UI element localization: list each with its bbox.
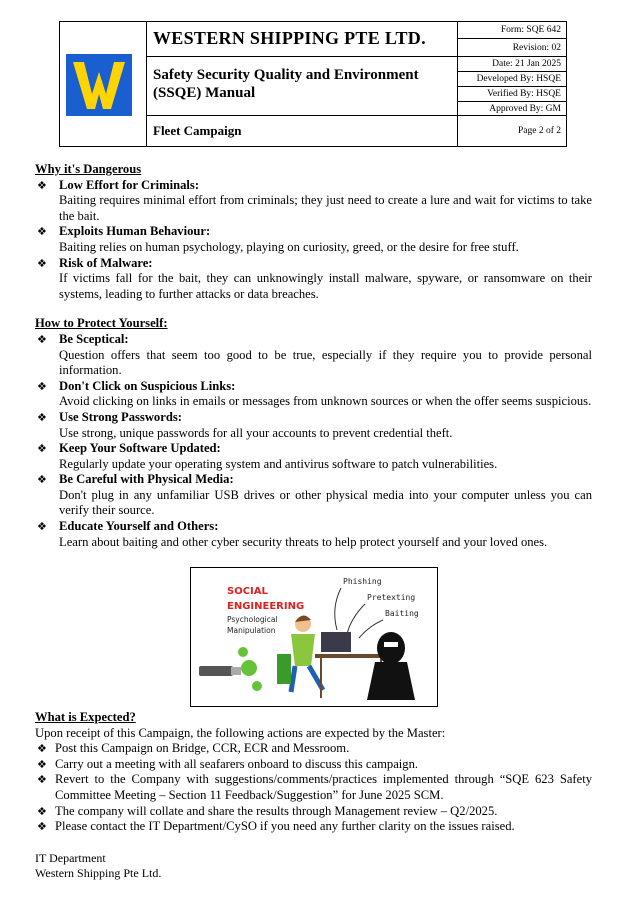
illustration-tag-pretexting: Pretexting	[367, 593, 416, 602]
illustration-line4: Manipulation	[227, 626, 276, 635]
revision: Revision: 02	[458, 39, 566, 57]
developed-by: Developed By: HSQE	[458, 72, 566, 87]
list-item	[35, 379, 592, 410]
expected-action: Carry out a meeting with all seafarers onboard to discuss this campaign.	[55, 756, 419, 771]
list-item	[35, 741, 592, 757]
diamond-bullet-icon: ❖	[37, 410, 47, 424]
item-description: Learn about baiting and other cyber security threats to help protect yourself and your loved ones.	[59, 534, 548, 549]
diamond-bullet-icon: ❖	[37, 178, 47, 192]
expected-section	[35, 710, 592, 835]
form-number: Form: SQE 642	[458, 22, 566, 39]
page-number: Page 2 of 2	[517, 126, 561, 136]
list-item	[35, 819, 592, 835]
why-dangerous-heading: Why it's Dangerous	[35, 162, 142, 176]
item-label: Be Careful with Physical Media:	[59, 472, 234, 487]
diamond-bullet-icon: ❖	[37, 520, 47, 534]
list-item	[35, 772, 592, 803]
social-engineering-illustration	[190, 567, 438, 707]
diamond-bullet-icon: ❖	[37, 757, 47, 771]
expected-heading: What is Expected?	[35, 710, 136, 724]
verified-by: Verified By: HSQE	[458, 87, 566, 102]
list-item	[35, 224, 592, 255]
list-item	[35, 332, 592, 379]
illustration-line3: Psychological	[227, 615, 278, 624]
expected-action: Post this Campaign on Bridge, CCR, ECR and Messroom.	[55, 741, 350, 756]
expected-action: The company will collate and share the results through Management review – Q2/2025.	[55, 803, 498, 818]
illustration-tag-phishing: Phishing	[343, 577, 382, 586]
item-label: Don't Click on Suspicious Links:	[59, 378, 236, 393]
list-item	[35, 472, 592, 519]
item-label: Low Effort for Criminals:	[59, 177, 200, 192]
diamond-bullet-icon: ❖	[37, 820, 47, 834]
item-description: Regularly update your operating system and antivirus software to patch vulnerabilities.	[59, 456, 498, 471]
item-description: Use strong, unique passwords for all your accounts to prevent credential theft.	[59, 425, 453, 440]
item-description: Avoid clicking on links in emails or messages from unknown sources or when the offer seems suspicious.	[59, 394, 592, 409]
document-footer	[35, 851, 161, 880]
list-item	[35, 441, 592, 472]
item-label: Risk of Malware:	[59, 255, 153, 270]
footer-department: IT Department	[35, 851, 106, 865]
item-label: Be Sceptical:	[59, 331, 129, 346]
item-description: Don't plug in any unfamiliar USB drives or other physical media into your computer unless you can verify their source.	[59, 487, 592, 518]
diamond-bullet-icon: ❖	[37, 473, 47, 487]
company-name: WESTERN SHIPPING PTE LTD.	[153, 28, 426, 48]
expected-action: Revert to the Company with suggestions/comments/practices implemented through “SQE 623 Safety Committee Meeting – Section 11 Feedback/Suggestion” for June 2025 SCM.	[55, 772, 592, 802]
diamond-bullet-icon: ❖	[37, 256, 47, 270]
campaign-title: Fleet Campaign	[153, 123, 242, 138]
company-logo	[66, 54, 132, 116]
footer-company: Western Shipping Pte Ltd.	[35, 865, 162, 880]
item-description: Question offers that seem too good to be true, especially if they require you to provide personal information.	[59, 347, 592, 378]
illustration-line2: ENGINEERING	[227, 601, 305, 612]
list-item	[35, 804, 592, 820]
document-control-column	[458, 22, 566, 146]
illustration-line1: SOCIAL	[227, 586, 268, 597]
expected-action: Please contact the IT Department/CySO if you need any further clarity on the issues raised.	[55, 819, 515, 834]
illustration-tag-baiting: Baiting	[385, 609, 419, 618]
issue-date: Date: 21 Jan 2025	[458, 57, 566, 72]
item-label: Exploits Human Behaviour:	[59, 224, 211, 239]
diamond-bullet-icon: ❖	[37, 742, 47, 756]
logo-cell	[60, 22, 147, 146]
list-item	[35, 757, 592, 773]
diamond-bullet-icon: ❖	[37, 773, 47, 787]
item-label: Educate Yourself and Others:	[59, 519, 219, 534]
diamond-bullet-icon: ❖	[37, 332, 47, 346]
protect-yourself-heading: How to Protect Yourself:	[35, 316, 168, 331]
diamond-bullet-icon: ❖	[37, 804, 47, 818]
item-label: Keep Your Software Updated:	[59, 441, 221, 456]
list-item	[35, 178, 592, 225]
list-item	[35, 256, 592, 303]
illustration-svg	[191, 568, 437, 706]
campaign-content	[35, 162, 592, 550]
list-item	[35, 410, 592, 441]
document-header	[59, 21, 567, 147]
item-description: Baiting requires minimal effort from criminals; they just need to create a lure and wait for victims to take the bait.	[59, 193, 592, 223]
approved-by: Approved By: GM	[458, 102, 566, 116]
manual-title: Safety Security Quality and Environment (SSQE) Manual	[153, 67, 419, 101]
diamond-bullet-icon: ❖	[37, 379, 47, 393]
item-description: If victims fall for the bait, they can unknowingly install malware, spyware, or ransomware on their systems, leading to further attacks or data breaches.	[59, 271, 592, 301]
item-description: Baiting relies on human psychology, playing on curiosity, greed, or the desire for free stuff.	[59, 239, 519, 254]
item-label: Use Strong Passwords:	[59, 409, 182, 424]
expected-intro: Upon receipt of this Campaign, the following actions are expected by the Master:	[35, 725, 446, 740]
header-title-column	[147, 22, 458, 146]
diamond-bullet-icon: ❖	[37, 225, 47, 239]
diamond-bullet-icon: ❖	[37, 442, 47, 456]
list-item	[35, 519, 592, 550]
